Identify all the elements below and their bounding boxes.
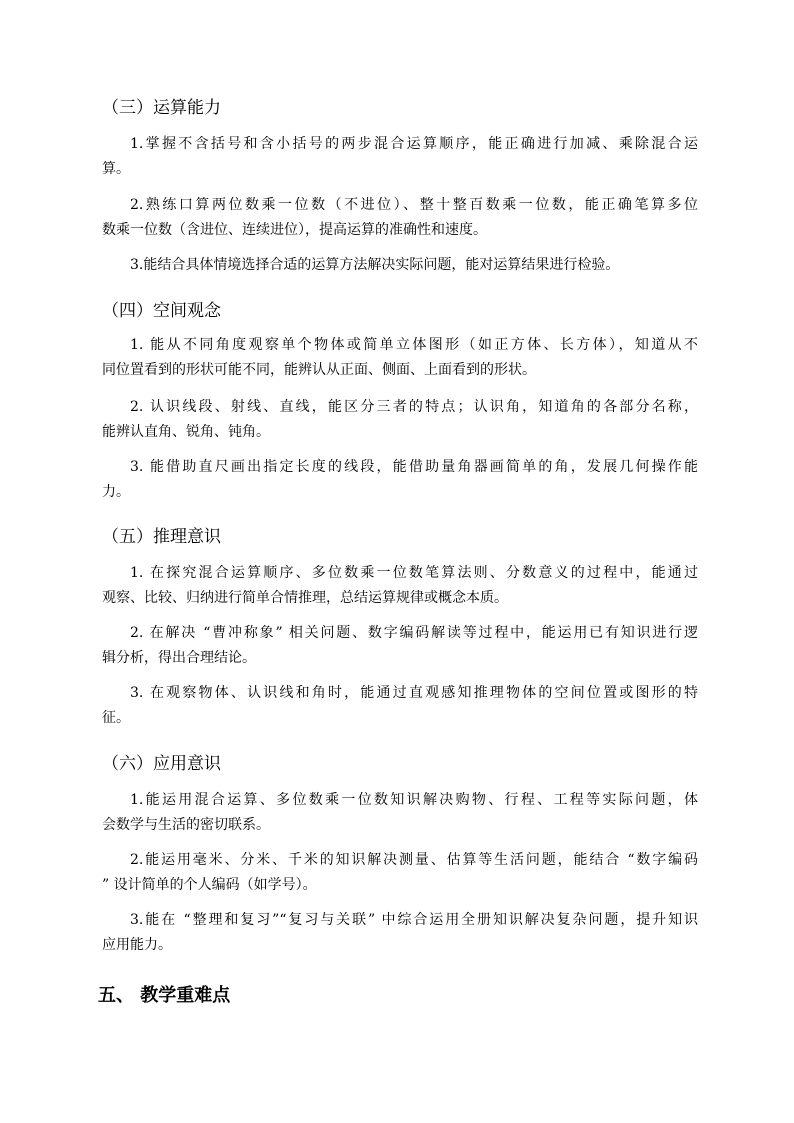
paragraph-line: 2.熟练口算两位数乘一位数（不进位）、整十整百数乘一位数，能正确笔算多位 — [130, 197, 698, 213]
section-heading-3: （三）运算能力 — [102, 98, 221, 118]
paragraph-3-3 — [102, 253, 698, 278]
paragraph-line: 1.能运用混合运算、多位数乘一位数知识解决购物、行程、工程等实际问题，体 — [130, 792, 698, 808]
paragraph-line: 3.能在 “整理和复习”“复习与关联” 中综合运用全册知识解决复杂问题，提升知识 — [130, 912, 698, 928]
paragraph-line: 2. 认识线段、射线、直线，能区分三者的特点；认识角，知道角的各部分名称， — [130, 399, 698, 415]
paragraph-6-3 — [102, 908, 698, 958]
paragraph-line: ” 设计简单的个人编码（如学号）。 — [102, 877, 317, 893]
section-heading-4: （四）空间观念 — [102, 301, 221, 321]
paragraph-line: 算。 — [102, 161, 130, 177]
paragraph-line: 应用能力。 — [102, 937, 172, 953]
paragraph-3-1 — [102, 132, 698, 182]
chapter-heading: 五、 教学重难点 — [98, 985, 231, 1006]
paragraph-line: 3. 在观察物体、认识线和角时，能通过直观感知推理物体的空间位置或图形的特 — [130, 685, 698, 701]
section-heading-6: （六）应用意识 — [102, 754, 221, 774]
paragraph-5-1 — [102, 561, 698, 611]
paragraph-line: 力。 — [102, 484, 130, 500]
paragraph-line: 会数学与生活的密切联系。 — [102, 817, 270, 833]
paragraph-line: 2. 在解决 “曹冲称象” 相关问题、数字编码解读等过程中，能运用已有知识进行逻 — [130, 625, 698, 641]
paragraph-line: 观察、比较、归纳进行简单合情推理，总结运算规律或概念本质。 — [102, 590, 508, 606]
paragraph-line: 2.能运用毫米、分米、千米的知识解决测量、估算等生活问题，能结合 “数字编码 — [130, 852, 698, 868]
paragraph-line: 3. 能借助直尺画出指定长度的线段，能借助量角器画简单的角，发展几何操作能 — [130, 459, 698, 475]
paragraph-line: 征。 — [102, 710, 130, 726]
paragraph-5-3 — [102, 681, 698, 731]
paragraph-line: 1.掌握不含括号和含小括号的两步混合运算顺序，能正确进行加减、乘除混合运 — [130, 136, 698, 152]
paragraph-line: 1. 能从不同角度观察单个物体或简单立体图形（如正方体、长方体），知道从不 — [130, 337, 698, 353]
section-heading-5: （五）推理意识 — [102, 527, 221, 547]
paragraph-line: 辑分析，得出合理结论。 — [102, 650, 256, 666]
paragraph-line: 1. 在探究混合运算顺序、多位数乘一位数笔算法则、分数意义的过程中，能通过 — [130, 565, 698, 581]
paragraph-4-2 — [102, 395, 698, 445]
paragraph-line: 数乘一位数（含进位、连续进位），提高运算的准确性和速度。 — [102, 222, 487, 238]
paragraph-4-3 — [102, 455, 698, 505]
paragraph-5-2 — [102, 621, 698, 671]
paragraph-line: 能辨认直角、锐角、钝角。 — [102, 424, 270, 440]
paragraph-6-1 — [102, 788, 698, 838]
paragraph-line: 3.能结合具体情境选择合适的运算方法解决实际问题，能对运算结果进行检验。 — [130, 257, 620, 273]
paragraph-6-2 — [102, 848, 698, 898]
paragraph-3-2 — [102, 193, 698, 243]
paragraph-line: 同位置看到的形状可能不同，能辨认从正面、侧面、上面看到的形状。 — [102, 362, 536, 378]
paragraph-4-1 — [102, 333, 698, 383]
